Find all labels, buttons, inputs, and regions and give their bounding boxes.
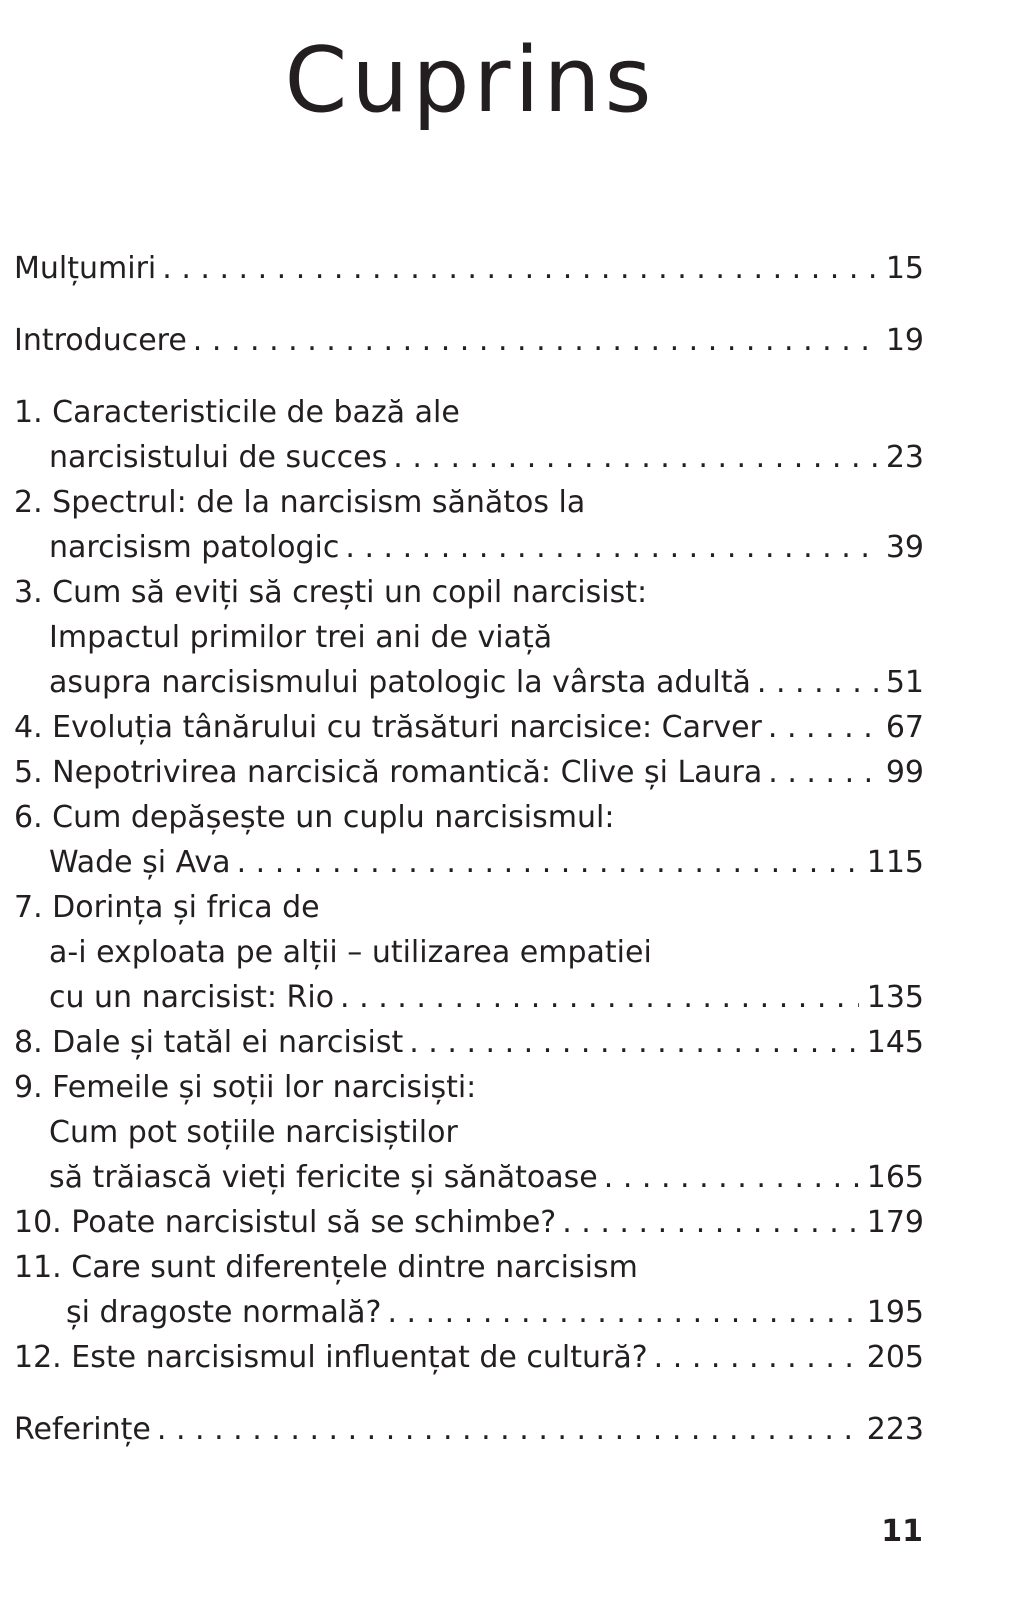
toc-entry-title: narcisistului de succes [49, 440, 388, 475]
toc-entry[interactable] [14, 570, 924, 705]
toc-page-number: 179 [866, 1205, 924, 1240]
page-title: Cuprins [284, 28, 656, 133]
toc-entry[interactable] [14, 1245, 924, 1335]
toc-entry-line [14, 1245, 924, 1290]
toc-entry[interactable] [14, 750, 924, 795]
toc-entry-title: narcisism patologic [49, 530, 340, 565]
toc-entry-line [14, 318, 924, 363]
toc-page-number: 223 [866, 1412, 924, 1447]
table-of-contents [14, 246, 924, 1452]
toc-page-number: 195 [866, 1295, 924, 1330]
leader-dots [403, 1020, 859, 1065]
leader-dots [231, 840, 859, 885]
toc-entry-line [14, 1407, 924, 1452]
toc-entry-line [14, 480, 924, 525]
page-number: 11 [881, 1514, 923, 1549]
toc-entry-title: asupra narcisismului patologic la vârsta adultă [49, 665, 751, 700]
leader-dots [187, 318, 878, 363]
toc-entry-title: 1. Caracteristicile de bază ale [14, 395, 460, 430]
leader-dots [387, 435, 878, 480]
toc-entry-line [14, 570, 924, 615]
toc-entry[interactable] [14, 246, 924, 291]
toc-entry-title: 5. Nepotrivirea narcisică romantică: Clive și Laura [14, 755, 763, 790]
toc-entry-title: a-i exploata pe alții – utilizarea empatiei [49, 935, 652, 970]
leader-dots [381, 1290, 858, 1335]
toc-entry-line [14, 840, 924, 885]
toc-entry-title: cu un narcisist: Rio [49, 980, 335, 1015]
toc-entry-line [14, 1020, 924, 1065]
toc-entry-line [14, 1065, 924, 1110]
toc-entry-line [14, 885, 924, 930]
toc-page-number: 51 [885, 665, 924, 700]
toc-entry-title: Introducere [14, 323, 187, 358]
toc-page-number: 135 [866, 980, 924, 1015]
toc-entry-title: Impactul primilor trei ani de viață [49, 620, 553, 655]
toc-entry-title: și dragoste normală? [66, 1295, 382, 1330]
toc-entry-title: Referințe [14, 1412, 151, 1447]
toc-entry-line [14, 1155, 924, 1200]
toc-page-number: 19 [885, 323, 924, 358]
toc-page-number: 15 [885, 251, 924, 286]
leader-dots [762, 750, 878, 795]
toc-entry-title: 7. Dorința și frica de [14, 890, 320, 925]
toc-entry-line [14, 1200, 924, 1245]
toc-entry-line [14, 1335, 924, 1380]
toc-page-number: 67 [885, 710, 924, 745]
toc-entry-title: 6. Cum depășește un cuplu narcisismul: [14, 800, 615, 835]
toc-entry-line [14, 615, 924, 660]
toc-entry-title: 10. Poate narcisistul să se schimbe? [14, 1205, 557, 1240]
toc-page-number: 23 [885, 440, 924, 475]
toc-entry[interactable] [14, 1335, 924, 1380]
toc-entry-title: 4. Evoluția tânărului cu trăsături narcisice: Carver [14, 710, 762, 745]
toc-entry-line [14, 975, 924, 1020]
toc-entry-line [14, 1110, 924, 1155]
toc-entry-title: 2. Spectrul: de la narcisism sănătos la [14, 485, 586, 520]
leader-dots [556, 1200, 859, 1245]
toc-entry-line [14, 435, 924, 480]
toc-entry[interactable] [14, 705, 924, 750]
toc-entry[interactable] [14, 390, 924, 480]
toc-entry-line [14, 390, 924, 435]
toc-entry-title: 12. Este narcisismul influențat de cultură? [14, 1340, 648, 1375]
toc-page-number: 39 [885, 530, 924, 565]
toc-entry[interactable] [14, 885, 924, 1020]
leader-dots [762, 705, 878, 750]
toc-entry-line [14, 705, 924, 750]
toc-entry[interactable] [14, 480, 924, 570]
toc-entry-line [14, 246, 924, 291]
toc-entry-line [14, 795, 924, 840]
toc-entry[interactable] [14, 1407, 924, 1452]
toc-entry-title: Wade și Ava [49, 845, 231, 880]
leader-dots [334, 975, 859, 1020]
toc-entry[interactable] [14, 1020, 924, 1065]
leader-dots [151, 1407, 859, 1452]
toc-entry[interactable] [14, 1200, 924, 1245]
toc-entry[interactable] [14, 1065, 924, 1200]
toc-entry-line [14, 930, 924, 975]
toc-entry-title: Mulțumiri [14, 251, 157, 286]
leader-dots [648, 1335, 859, 1380]
leader-dots [339, 525, 877, 570]
leader-dots [156, 246, 878, 291]
toc-page-number: 115 [866, 845, 924, 880]
leader-dots [751, 660, 878, 705]
toc-entry[interactable] [14, 795, 924, 885]
toc-entry-title: să trăiască vieți fericite și sănătoase [49, 1160, 598, 1195]
toc-entry-title: 3. Cum să eviți să crești un copil narcisist: [14, 575, 648, 610]
toc-entry-line [14, 660, 924, 705]
toc-entry-title: Cum pot soțiile narcisiștilor [49, 1115, 458, 1150]
leader-dots [598, 1155, 859, 1200]
toc-page-number: 99 [885, 755, 924, 790]
toc-entry-title: 8. Dale și tatăl ei narcisist [14, 1025, 404, 1060]
toc-entry-line [14, 525, 924, 570]
toc-page-number: 145 [866, 1025, 924, 1060]
toc-page-number: 165 [866, 1160, 924, 1195]
toc-entry-title: 9. Femeile și soții lor narcisiști: [14, 1070, 477, 1105]
toc-page-number: 205 [866, 1340, 924, 1375]
toc-entry-title: 11. Care sunt diferențele dintre narcisism [14, 1250, 638, 1285]
toc-entry-line [14, 1290, 924, 1335]
toc-entry[interactable] [14, 318, 924, 363]
toc-entry-line [14, 750, 924, 795]
